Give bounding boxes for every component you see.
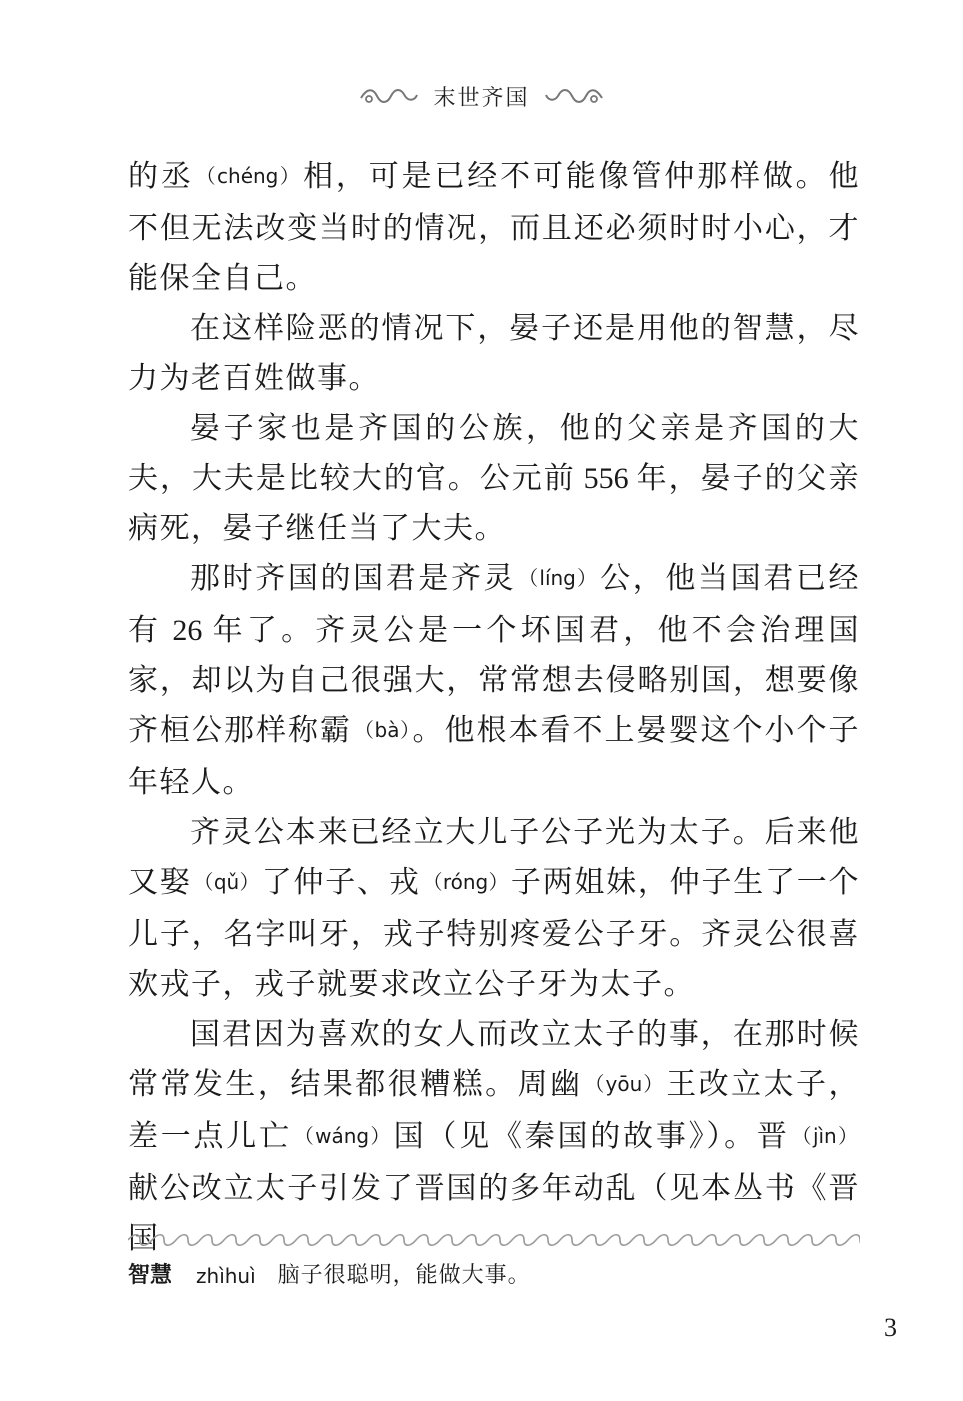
text-segment: 了仲子、戎 <box>261 865 421 900</box>
running-header <box>0 78 963 114</box>
footnote-definition: 脑子很聪明，能做大事。 <box>277 1263 531 1288</box>
text-segment: 的丞 <box>128 159 194 194</box>
paragraph <box>128 304 860 404</box>
wave-divider-ornament <box>128 1232 860 1248</box>
text-segment: 年了。齐灵公是一个坏国君，他不会治理国家，却以为自己很强大，常常想去侵略别国，想要像齐桓公那样称霸 <box>128 613 861 748</box>
footnote-term: 智慧 <box>128 1263 173 1288</box>
pinyin-annotation: （róng） <box>422 870 509 894</box>
pinyin-annotation: （qǔ） <box>193 870 260 894</box>
text-segment: 献公改立太子引发了晋国的多年动乱（见本丛书《晋国 <box>128 1171 860 1256</box>
pinyin-annotation: （chéng） <box>195 164 302 188</box>
pinyin-annotation: （bà） <box>354 718 411 742</box>
text-segment: 晏子家也是齐国的公族，他的父亲是齐国的大夫，大夫是比较大的官。公元前 <box>128 411 860 496</box>
paragraph <box>128 554 860 808</box>
pinyin-annotation: （jìn） <box>791 1124 859 1148</box>
left-swirl-ornament-icon <box>359 86 419 106</box>
body-text <box>128 152 860 1264</box>
paragraph <box>128 1010 860 1264</box>
pinyin-annotation: （líng） <box>518 566 599 590</box>
text-segment: 相，可是已经不可能像管仲那样做。他不但无法改变当时的情况，而且还必须时时小心，才能保全自己。 <box>128 159 861 296</box>
text-segment: 国君因为喜欢的女人而改立太子的事，在那时候常常发生，结果都很糟糕。周幽 <box>128 1017 860 1102</box>
right-swirl-ornament-icon <box>544 86 604 106</box>
text-segment: 年，晏子的父亲病死，晏子继任当了大夫。 <box>128 461 861 546</box>
page-number: 3 <box>884 1313 897 1342</box>
text-segment: 国（见《秦国的故事》）。晋 <box>393 1119 790 1154</box>
paragraph <box>128 404 860 554</box>
text-segment: 在这样险恶的情况下，晏子还是用他的智慧，尽力为老百姓做事。 <box>128 311 860 396</box>
text-segment: 齐灵公本来已经立大儿子公子光为太子。后来他又娶 <box>128 815 860 900</box>
paragraph <box>128 808 860 1010</box>
text-segment: 。他根本看不上晏婴这个小个子年轻人。 <box>128 713 861 800</box>
number-text: 556 <box>575 462 637 495</box>
number-text: 26 <box>162 614 213 647</box>
text-segment: 公，他当国君已经有 <box>128 561 861 648</box>
footnote-pinyin: zhìhuì <box>196 1264 256 1288</box>
text-segment: 王改立太子，差一点儿亡 <box>128 1067 861 1154</box>
text-segment: 子两姐妹，仲子生了一个儿子，名字叫牙，戎子特别疼爱公子牙。齐灵公很喜欢戎子，戎子就要求改立公子牙为太子。 <box>128 865 861 1002</box>
text-segment: 那时齐国的国君是齐灵 <box>190 561 517 596</box>
footnote <box>128 1258 860 1294</box>
pinyin-annotation: （yōu） <box>584 1072 665 1096</box>
paragraph <box>128 152 860 304</box>
pinyin-annotation: （wáng） <box>293 1124 392 1148</box>
header-title: 末世齐国 <box>433 85 530 111</box>
